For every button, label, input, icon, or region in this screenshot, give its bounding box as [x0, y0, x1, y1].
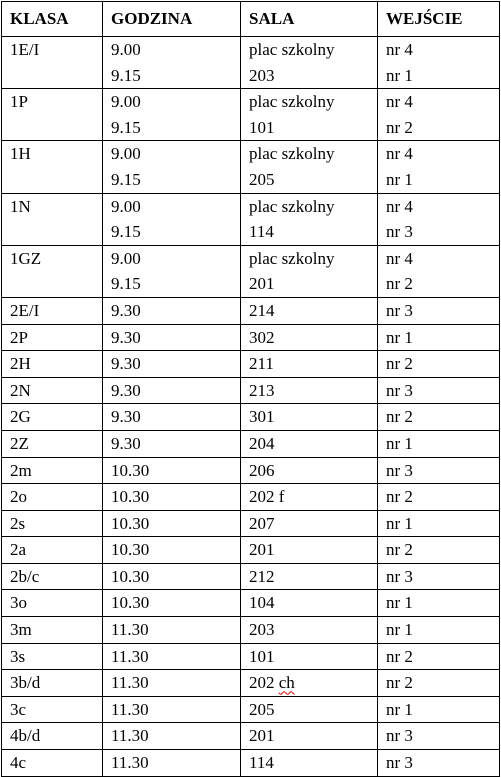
- klasa-text: 3c: [10, 699, 27, 719]
- klasa-text: 2s: [10, 513, 26, 533]
- cell-godzina: [103, 696, 241, 723]
- wejscie-text: nr 4: [386, 144, 413, 164]
- cell-wejscie: [378, 670, 500, 697]
- cell-wejscie: [378, 696, 500, 723]
- table-row: [2, 89, 500, 141]
- wejscie-text: nr 2: [386, 673, 413, 693]
- schedule-body: [2, 37, 500, 777]
- table-row: [2, 696, 500, 723]
- klasa-text: 2G: [10, 407, 31, 427]
- wejscie-text: nr 2: [386, 274, 413, 294]
- cell-sala: [241, 377, 378, 404]
- wejscie-text: nr 1: [386, 620, 413, 640]
- table-row: [2, 457, 500, 484]
- cell-wejscie: [378, 245, 500, 297]
- table-row: [2, 377, 500, 404]
- godzina-text: 10.30: [111, 460, 150, 480]
- cell-wejscie: [378, 617, 500, 644]
- cell-wejscie: [378, 563, 500, 590]
- schedule-table: [1, 1, 500, 777]
- cell-godzina: [103, 404, 241, 431]
- godzina-text: 11.30: [111, 699, 149, 719]
- cell-godzina: [103, 457, 241, 484]
- cell-godzina: [103, 377, 241, 404]
- sala-text: 201: [249, 274, 275, 294]
- header-row: [2, 2, 500, 37]
- wejscie-text: nr 3: [386, 753, 413, 773]
- cell-wejscie: [378, 141, 500, 193]
- godzina-text: 11.30: [111, 646, 149, 666]
- sala-text: plac szkolny: [249, 248, 335, 268]
- wejscie-text: nr 1: [386, 699, 413, 719]
- godzina-text: 10.30: [111, 513, 150, 533]
- wejscie-text: nr 2: [386, 646, 413, 666]
- cell-klasa: [2, 141, 103, 193]
- klasa-text: 3m: [10, 620, 32, 640]
- wejscie-text: nr 4: [386, 92, 413, 112]
- cell-godzina: [103, 37, 241, 89]
- cell-klasa: [2, 723, 103, 750]
- klasa-text: 4b/d: [10, 726, 41, 746]
- cell-sala: [241, 193, 378, 245]
- cell-godzina: [103, 590, 241, 617]
- klasa-text: 1H: [10, 144, 31, 164]
- cell-klasa: [2, 457, 103, 484]
- table-row: [2, 245, 500, 297]
- cell-klasa: [2, 563, 103, 590]
- table-row: [2, 723, 500, 750]
- cell-sala: [241, 617, 378, 644]
- table-row: [2, 510, 500, 537]
- klasa-text: 4c: [10, 753, 27, 773]
- cell-sala: [241, 351, 378, 378]
- klasa-text: 3o: [10, 593, 27, 613]
- godzina-text: 9.15: [111, 117, 141, 137]
- sala-text: 205: [249, 699, 275, 719]
- table-row: [2, 563, 500, 590]
- cell-sala: [241, 245, 378, 297]
- table-row: [2, 643, 500, 670]
- cell-klasa: [2, 670, 103, 697]
- godzina-text: 9.30: [111, 380, 141, 400]
- cell-klasa: [2, 510, 103, 537]
- cell-klasa: [2, 404, 103, 431]
- cell-godzina: [103, 351, 241, 378]
- cell-wejscie: [378, 643, 500, 670]
- cell-sala: [241, 297, 378, 324]
- sala-text: plac szkolny: [249, 144, 335, 164]
- godzina-text: 9.30: [111, 327, 141, 347]
- wejscie-text: nr 1: [386, 513, 413, 533]
- sala-text: 212: [249, 566, 275, 586]
- sala-text: 101: [249, 646, 275, 666]
- table-row: [2, 351, 500, 378]
- klasa-text: 1E/I: [10, 40, 40, 59]
- sala-text: 101: [249, 117, 275, 137]
- cell-sala: [241, 510, 378, 537]
- wejscie-text: nr 2: [386, 540, 413, 560]
- cell-klasa: [2, 750, 103, 777]
- godzina-text: 9.30: [111, 407, 141, 427]
- sala-text: 211: [249, 354, 274, 374]
- wejscie-text: nr 1: [386, 327, 413, 347]
- wejscie-text: nr 2: [386, 487, 413, 507]
- cell-godzina: [103, 324, 241, 351]
- cell-wejscie: [378, 351, 500, 378]
- wejscie-text: nr 3: [386, 222, 413, 242]
- wejscie-text: nr 1: [386, 593, 413, 613]
- cell-wejscie: [378, 590, 500, 617]
- cell-klasa: [2, 37, 103, 89]
- cell-godzina: [103, 484, 241, 511]
- cell-sala: [241, 37, 378, 89]
- wejscie-text: nr 3: [386, 566, 413, 586]
- cell-klasa: [2, 351, 103, 378]
- cell-wejscie: [378, 537, 500, 564]
- godzina-text: 9.30: [111, 433, 141, 453]
- sala-text: 302: [249, 327, 275, 347]
- sala-text: 301: [249, 407, 275, 427]
- table-row: [2, 297, 500, 324]
- sala-text: plac szkolny: [249, 196, 335, 216]
- wejscie-text: nr 3: [386, 380, 413, 400]
- cell-godzina: [103, 89, 241, 141]
- cell-wejscie: [378, 404, 500, 431]
- sala-text: 201: [249, 726, 275, 746]
- wejscie-text: nr 3: [386, 300, 413, 320]
- sala-text: 213: [249, 380, 275, 400]
- cell-sala: [241, 750, 378, 777]
- sala-text: 203: [249, 65, 275, 85]
- table-row: [2, 617, 500, 644]
- cell-godzina: [103, 670, 241, 697]
- table-row: [2, 430, 500, 457]
- header-sala: SALA: [241, 2, 378, 37]
- cell-godzina: [103, 430, 241, 457]
- godzina-text: 11.30: [111, 673, 149, 693]
- wejscie-text: nr 3: [386, 726, 413, 746]
- cell-sala: [241, 457, 378, 484]
- cell-wejscie: [378, 430, 500, 457]
- sala-text: 206: [249, 460, 275, 480]
- sala-text: 204: [249, 433, 275, 453]
- table-row: [2, 484, 500, 511]
- sala-text: 202 ch: [249, 673, 295, 693]
- wejscie-text: nr 2: [386, 117, 413, 137]
- cell-wejscie: [378, 377, 500, 404]
- klasa-text: 3b/d: [10, 673, 41, 693]
- wejscie-text: nr 4: [386, 248, 413, 268]
- godzina-text: 10.30: [111, 566, 150, 586]
- cell-wejscie: [378, 723, 500, 750]
- table-row: [2, 141, 500, 193]
- table-row: [2, 404, 500, 431]
- cell-wejscie: [378, 37, 500, 89]
- cell-godzina: [103, 617, 241, 644]
- cell-sala: [241, 89, 378, 141]
- cell-godzina: [103, 193, 241, 245]
- sala-text: 207: [249, 513, 275, 533]
- cell-sala: [241, 430, 378, 457]
- wejscie-text: nr 3: [386, 460, 413, 480]
- cell-godzina: [103, 245, 241, 297]
- godzina-text: 10.30: [111, 540, 150, 560]
- godzina-text: 9.15: [111, 65, 141, 85]
- godzina-text: 11.30: [111, 726, 149, 746]
- cell-sala: [241, 141, 378, 193]
- table-row: [2, 750, 500, 777]
- godzina-text: 11.30: [111, 753, 149, 773]
- cell-sala: [241, 643, 378, 670]
- klasa-text: 1N: [10, 196, 31, 216]
- godzina-text: 9.15: [111, 274, 141, 294]
- cell-godzina: [103, 510, 241, 537]
- header-wejscie: WEJŚCIE: [378, 2, 500, 37]
- sala-text: plac szkolny: [249, 40, 335, 59]
- cell-klasa: [2, 297, 103, 324]
- cell-sala: [241, 590, 378, 617]
- cell-wejscie: [378, 89, 500, 141]
- header-klasa: KLASA: [2, 2, 103, 37]
- sala-text: 202 f: [249, 487, 285, 507]
- godzina-text: 9.30: [111, 300, 141, 320]
- cell-wejscie: [378, 457, 500, 484]
- godzina-text: 9.15: [111, 222, 141, 242]
- wejscie-text: nr 1: [386, 433, 413, 453]
- cell-klasa: [2, 696, 103, 723]
- table-row: [2, 590, 500, 617]
- klasa-text: 2H: [10, 354, 31, 374]
- klasa-text: 2b/c: [10, 566, 40, 586]
- klasa-text: 3s: [10, 646, 26, 666]
- klasa-text: 2o: [10, 487, 27, 507]
- cell-klasa: [2, 430, 103, 457]
- cell-wejscie: [378, 510, 500, 537]
- cell-sala: [241, 563, 378, 590]
- cell-godzina: [103, 643, 241, 670]
- wejscie-text: nr 4: [386, 196, 413, 216]
- table-row: [2, 37, 500, 89]
- wejscie-text: nr 2: [386, 407, 413, 427]
- godzina-text: 9.15: [111, 169, 141, 189]
- sala-text: 203: [249, 620, 275, 640]
- sala-text: 201: [249, 540, 275, 560]
- cell-wejscie: [378, 297, 500, 324]
- cell-sala: [241, 324, 378, 351]
- sala-text: 114: [249, 222, 274, 242]
- cell-sala: [241, 670, 378, 697]
- sala-text: plac szkolny: [249, 92, 335, 112]
- cell-sala: [241, 404, 378, 431]
- sala-text: 205: [249, 169, 275, 189]
- godzina-text: 9.00: [111, 92, 141, 112]
- cell-wejscie: [378, 750, 500, 777]
- godzina-text: 10.30: [111, 487, 150, 507]
- cell-godzina: [103, 537, 241, 564]
- cell-sala: [241, 696, 378, 723]
- cell-klasa: [2, 377, 103, 404]
- cell-godzina: [103, 750, 241, 777]
- wejscie-text: nr 1: [386, 65, 413, 85]
- wejscie-text: nr 2: [386, 354, 413, 374]
- godzina-text: 9.00: [111, 248, 141, 268]
- cell-klasa: [2, 484, 103, 511]
- godzina-text: 10.30: [111, 593, 150, 613]
- klasa-text: 2m: [10, 460, 32, 480]
- cell-klasa: [2, 245, 103, 297]
- cell-klasa: [2, 193, 103, 245]
- sala-text: 214: [249, 300, 275, 320]
- cell-klasa: [2, 89, 103, 141]
- klasa-text: 2Z: [10, 433, 29, 453]
- cell-sala: [241, 537, 378, 564]
- cell-klasa: [2, 590, 103, 617]
- klasa-text: 1GZ: [10, 248, 42, 268]
- cell-godzina: [103, 141, 241, 193]
- cell-klasa: [2, 643, 103, 670]
- godzina-text: 9.00: [111, 144, 141, 164]
- klasa-text: 1P: [10, 92, 28, 112]
- godzina-text: 9.00: [111, 40, 141, 59]
- cell-klasa: [2, 617, 103, 644]
- cell-sala: [241, 484, 378, 511]
- table-row: [2, 324, 500, 351]
- cell-klasa: [2, 324, 103, 351]
- cell-sala: [241, 723, 378, 750]
- wejscie-text: nr 1: [386, 169, 413, 189]
- table-row: [2, 193, 500, 245]
- cell-wejscie: [378, 324, 500, 351]
- header-godzina: GODZINA: [103, 2, 241, 37]
- cell-godzina: [103, 723, 241, 750]
- klasa-text: 2E/I: [10, 300, 40, 320]
- table-row: [2, 537, 500, 564]
- klasa-text: 2P: [10, 327, 28, 347]
- cell-wejscie: [378, 484, 500, 511]
- godzina-text: 9.00: [111, 196, 141, 216]
- sala-text: 114: [249, 753, 274, 773]
- godzina-text: 11.30: [111, 620, 149, 640]
- sala-text: 104: [249, 593, 275, 613]
- klasa-text: 2N: [10, 380, 31, 400]
- cell-godzina: [103, 297, 241, 324]
- cell-wejscie: [378, 193, 500, 245]
- cell-godzina: [103, 563, 241, 590]
- table-row: [2, 670, 500, 697]
- wejscie-text: nr 4: [386, 40, 413, 59]
- klasa-text: 2a: [10, 540, 27, 560]
- spellcheck-underlined-text: ch: [278, 673, 295, 693]
- godzina-text: 9.30: [111, 354, 141, 374]
- cell-klasa: [2, 537, 103, 564]
